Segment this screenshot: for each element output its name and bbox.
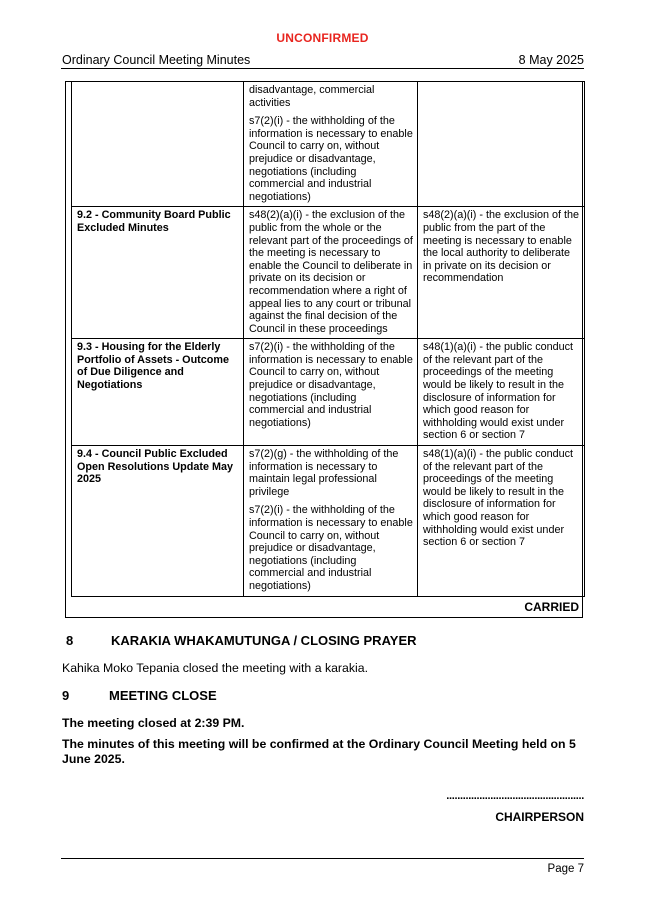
chairperson-label: CHAIRPERSON (495, 810, 584, 824)
public-excluded-table (71, 81, 585, 597)
item-cell: 9.2 - Community Board Public Excluded Minutes (72, 207, 244, 339)
reason-cell (244, 207, 418, 339)
reason-text: s7(2)(i) - the withholding of the information is necessary to enable Council to carry on, without prejudice or disadvantage, negotiations (including commercial and industrial negotiations) (249, 115, 413, 203)
section-8-heading (66, 633, 417, 648)
footer-divider (61, 858, 584, 859)
carried-label: CARRIED (524, 600, 579, 614)
ground-cell (418, 82, 585, 207)
meeting-closed-text: The meeting closed at 2:39 PM. (62, 716, 245, 730)
closing-prayer-text: Kahika Moko Tepania closed the meeting with a karakia. (62, 661, 369, 675)
page-number: Page 7 (547, 863, 584, 875)
table-row (72, 82, 585, 207)
document-title: Ordinary Council Meeting Minutes (62, 53, 251, 67)
unconfirmed-label: UNCONFIRMED (276, 31, 369, 45)
confirmation-text: The minutes of this meeting will be confirmed at the Ordinary Council Meeting held on 5 June 2025. (62, 737, 576, 766)
reason-text: s48(2)(a)(i) - the exclusion of the public from the whole or the relevant part of the proceedings of the meeting is necessary to enable the Council to deliberate in private on its decision or recommendation where a right of appeal lies to any court or tribunal against the final decision of the Council in these proceedings (249, 209, 413, 335)
reason-cell (244, 446, 418, 597)
signature-line: .................................................. (446, 790, 584, 802)
reason-cell (244, 339, 418, 446)
table-row (72, 207, 585, 339)
table-row (72, 339, 585, 446)
item-cell (72, 82, 244, 207)
reason-cell (244, 82, 418, 207)
section-number: 9 (62, 688, 70, 703)
ground-cell: s48(2)(a)(i) - the exclusion of the public from the part of the meeting is necessary to enable the local authority to deliberate in private on its decision or recommendation (418, 207, 585, 339)
reason-text: s7(2)(i) - the withholding of the information is necessary to enable Council to carry on, without prejudice or disadvantage, negotiations (including commercial and industrial negotiations) (249, 341, 413, 429)
ground-cell: s48(1)(a)(i) - the public conduct of the relevant part of the proceedings of the meeting would be likely to result in the disclosure of information for which good reason for withholding would exist under section 6 or section 7 (418, 339, 585, 446)
reason-text: s7(2)(i) - the withholding of the information is necessary to enable Council to carry on, without prejudice or disadvantage, negotiations (including commercial and industrial negotiations) (249, 504, 413, 592)
section-title: KARAKIA WHAKAMUTUNGA / CLOSING PRAYER (111, 633, 417, 648)
reason-text: disadvantage, commercial activities (249, 84, 375, 109)
meeting-date: 8 May 2025 (518, 53, 584, 67)
item-cell: 9.4 - Council Public Excluded Open Resolutions Update May 2025 (72, 446, 244, 597)
header-divider (61, 68, 584, 69)
section-9-heading (62, 688, 217, 703)
ground-cell: s48(1)(a)(i) - the public conduct of the relevant part of the proceedings of the meeting would be likely to result in the disclosure of information for which good reason for withholding would exist under section 6 or section 7 (418, 446, 585, 597)
reason-text: s7(2)(g) - the withholding of the information is necessary to maintain legal professional privilege (249, 448, 399, 498)
table-row (72, 446, 585, 597)
section-number: 8 (66, 633, 74, 648)
item-cell: 9.3 - Housing for the Elderly Portfolio of Assets - Outcome of Due Diligence and Negotiations (72, 339, 244, 446)
section-title: MEETING CLOSE (109, 688, 217, 703)
